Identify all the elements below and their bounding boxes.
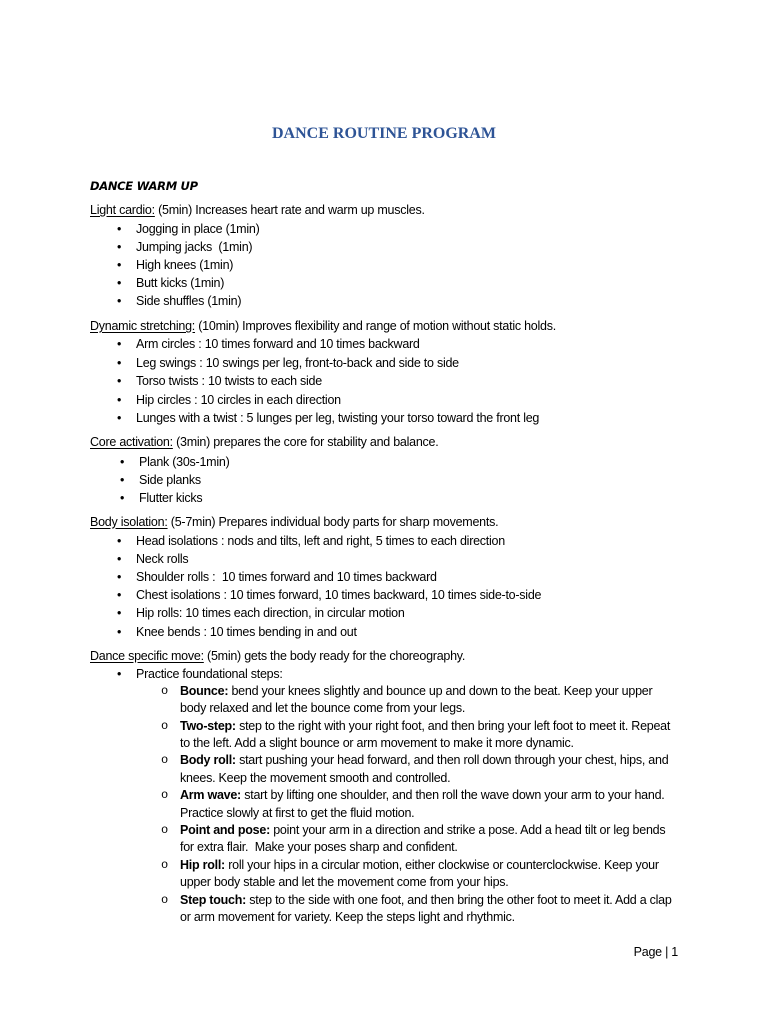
- step-item: [90, 718, 680, 753]
- list-item: • Side shuffles (1min): [90, 292, 680, 310]
- circle-bullet-icon: o: [161, 857, 169, 872]
- document-body: [90, 177, 680, 926]
- step-text: step to the side with one foot, and then bring the other foot to meet it. Add a clap or arm movement for variety. Keep the steps light and rhythmic.: [180, 892, 675, 924]
- section-core-activation: [90, 433, 680, 507]
- circle-bullet-icon: o: [161, 892, 169, 907]
- list-item: • Flutter kicks: [90, 489, 680, 507]
- section-label: Core activation:: [90, 434, 173, 449]
- list-item: • Chest isolations : 10 times forward, 10 times backward, 10 times side-to-side: [90, 586, 680, 604]
- section-header: [90, 647, 680, 665]
- step-text: step to the right with your right foot, and then bring your left foot to meet it. Repeat to the left. Add a slight bounce or arm movement to make it more dynamic.: [180, 718, 674, 750]
- list-item-text: Practice foundational steps:: [136, 666, 283, 681]
- step-item: [90, 822, 680, 857]
- list-item: • Leg swings : 10 swings per leg, front-to-back and side to side: [90, 354, 680, 373]
- section-label: Light cardio:: [90, 203, 155, 217]
- section-label: Dance specific move:: [90, 648, 204, 663]
- step-name: Arm wave:: [180, 788, 241, 803]
- section-header: [90, 433, 680, 451]
- circle-bullet-icon: o: [161, 822, 169, 837]
- list-item: • Side planks: [90, 471, 680, 489]
- bullet-list: [90, 665, 680, 927]
- step-name: Bounce:: [180, 683, 229, 698]
- list-item: • Head isolations : nods and tilts, left and right, 5 times to each direction: [90, 532, 680, 550]
- list-item: • Jumping jacks (1min): [90, 238, 680, 256]
- step-item: [90, 787, 680, 822]
- bullet-list: [90, 335, 680, 428]
- list-item: • Shoulder rolls : 10 times forward and 10 times backward: [90, 568, 680, 586]
- section-label: Dynamic stretching:: [90, 319, 196, 333]
- step-list: [90, 683, 680, 927]
- circle-bullet-icon: o: [161, 753, 169, 768]
- section-dance-specific-move: [90, 647, 680, 927]
- list-item: • Hip circles : 10 circles in each direction: [90, 391, 680, 410]
- section-description: (5min) gets the body ready for the choreography.: [207, 648, 466, 663]
- section-description: (5-7min) Prepares individual body parts for sharp movements.: [170, 514, 499, 529]
- section-dynamic-stretching: [90, 317, 680, 428]
- step-text: point your arm in a direction and strike a pose. Add a head tilt or leg bends for extra flair. Make your poses sharp and confident.: [180, 822, 669, 855]
- step-text: roll your hips in a circular motion, either clockwise or counterclockwise. Keep your upper body stable and let the movement come from your hips.: [180, 857, 663, 890]
- section-description: (5min) Increases heart rate and warm up muscles.: [158, 203, 425, 217]
- step-text: start pushing your head forward, and then roll down through your chest, hips, and knees. Keep the movement smooth and controlled.: [180, 753, 672, 785]
- step-item: [90, 752, 680, 787]
- section-description: (3min) prepares the core for stability and balance.: [176, 434, 439, 449]
- circle-bullet-icon: o: [161, 718, 169, 733]
- section-label: Body isolation:: [90, 514, 168, 529]
- section-body-isolation: [90, 513, 680, 641]
- bullet-list: [90, 532, 680, 641]
- list-item: • Hip rolls: 10 times each direction, in circular motion: [90, 604, 680, 622]
- section-heading: DANCE WARM UP: [90, 179, 198, 193]
- list-item: • Torso twists : 10 twists to each side: [90, 372, 680, 391]
- list-item: • Neck rolls: [90, 550, 680, 568]
- step-item: [90, 892, 680, 927]
- step-name: Body roll:: [180, 753, 236, 768]
- list-item: • High knees (1min): [90, 256, 680, 274]
- step-name: Step touch:: [180, 892, 246, 907]
- section-light-cardio: [90, 201, 680, 310]
- bullet-list: [90, 220, 680, 310]
- section-header: [90, 317, 680, 335]
- step-name: Point and pose:: [180, 822, 270, 837]
- list-item: • Butt kicks (1min): [90, 274, 680, 292]
- step-name: Two-step:: [180, 718, 236, 733]
- list-item: • Arm circles : 10 times forward and 10 times backward: [90, 335, 680, 354]
- list-item: • Knee bends : 10 times bending in and out: [90, 623, 680, 641]
- circle-bullet-icon: o: [161, 683, 169, 698]
- circle-bullet-icon: o: [161, 788, 169, 803]
- list-item: • Plank (30s-1min): [90, 453, 680, 471]
- section-description: (10min) Improves flexibility and range of motion without static holds.: [198, 319, 556, 333]
- page-number: Page | 1: [633, 945, 678, 959]
- step-text: start by lifting one shoulder, and then roll the wave down your arm to your hand. Practice slowly at first to get the fluid motion.: [180, 788, 668, 820]
- page-title: DANCE ROUTINE PROGRAM: [272, 125, 496, 142]
- step-name: Hip roll:: [180, 857, 225, 872]
- step-text: bend your knees slightly and bounce up and down to the beat. Keep your upper body relaxed and let the bounce come from your legs.: [180, 683, 656, 716]
- step-item: [90, 857, 680, 892]
- list-item: • Jogging in place (1min): [90, 220, 680, 238]
- section-header: [90, 201, 680, 219]
- bullet-list: [90, 453, 680, 507]
- section-header: [90, 513, 680, 531]
- step-item: [90, 683, 680, 718]
- list-item: • Lunges with a twist : 5 lunges per leg, twisting your torso toward the front leg: [90, 409, 680, 428]
- list-item: [90, 665, 680, 927]
